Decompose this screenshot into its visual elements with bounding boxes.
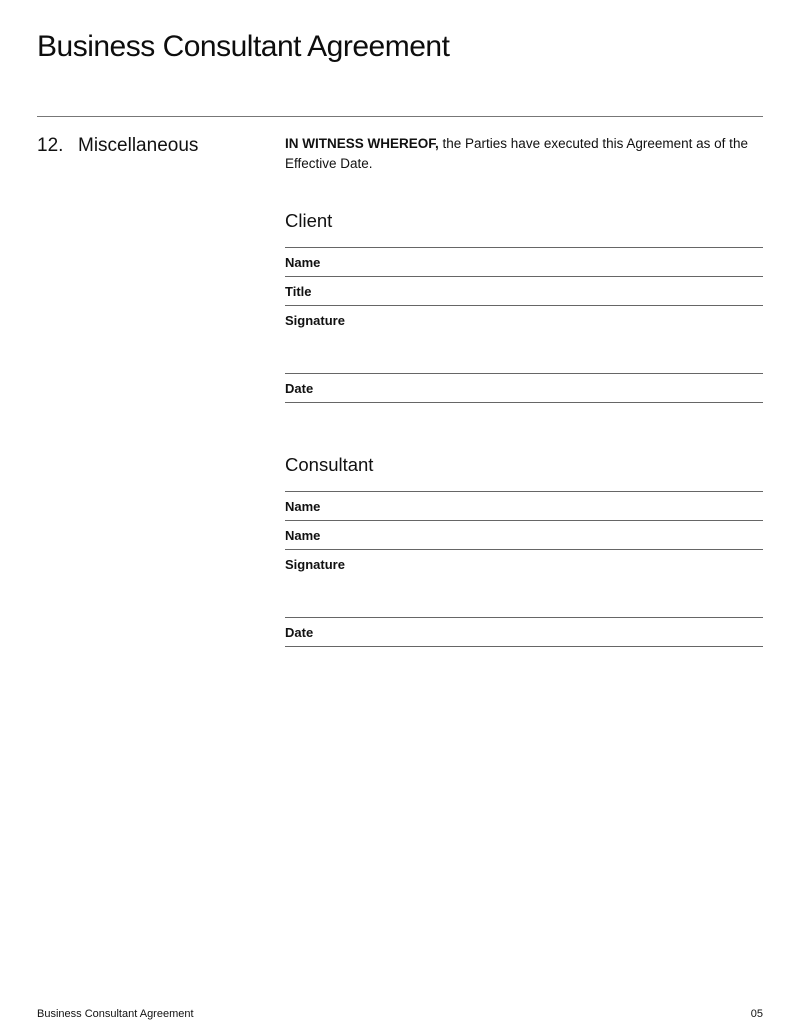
page-number: 05: [750, 1008, 763, 1020]
signature-content: [285, 134, 763, 647]
client-heading: Client: [285, 210, 333, 231]
client-name-field[interactable]: Name: [285, 247, 763, 276]
witness-bold: IN WITNESS WHEREOF,: [285, 136, 439, 151]
footer-document-title: Business Consultant Agreement: [37, 1008, 194, 1020]
client-signature-field[interactable]: Signature: [285, 305, 763, 373]
consultant-signature-field[interactable]: Signature: [285, 549, 763, 617]
section-title: Miscellaneous: [78, 135, 199, 156]
section-heading: [37, 134, 198, 158]
header-divider: [37, 116, 763, 117]
client-signature-block: [285, 209, 763, 403]
section-number: 12.: [37, 135, 64, 156]
consultant-signature-block: [285, 453, 763, 647]
witness-statement: [285, 134, 763, 174]
consultant-name-field[interactable]: Name: [285, 491, 763, 520]
consultant-name-field-2[interactable]: Name: [285, 520, 763, 549]
document-title: Business Consultant Agreement: [37, 30, 450, 63]
client-title-field[interactable]: Title: [285, 276, 763, 305]
client-date-field[interactable]: Date: [285, 373, 763, 403]
consultant-heading: Consultant: [285, 454, 374, 475]
consultant-date-field[interactable]: Date: [285, 617, 763, 647]
witness-text: the Parties have executed this Agreement as of the Effective Date.: [285, 136, 748, 171]
